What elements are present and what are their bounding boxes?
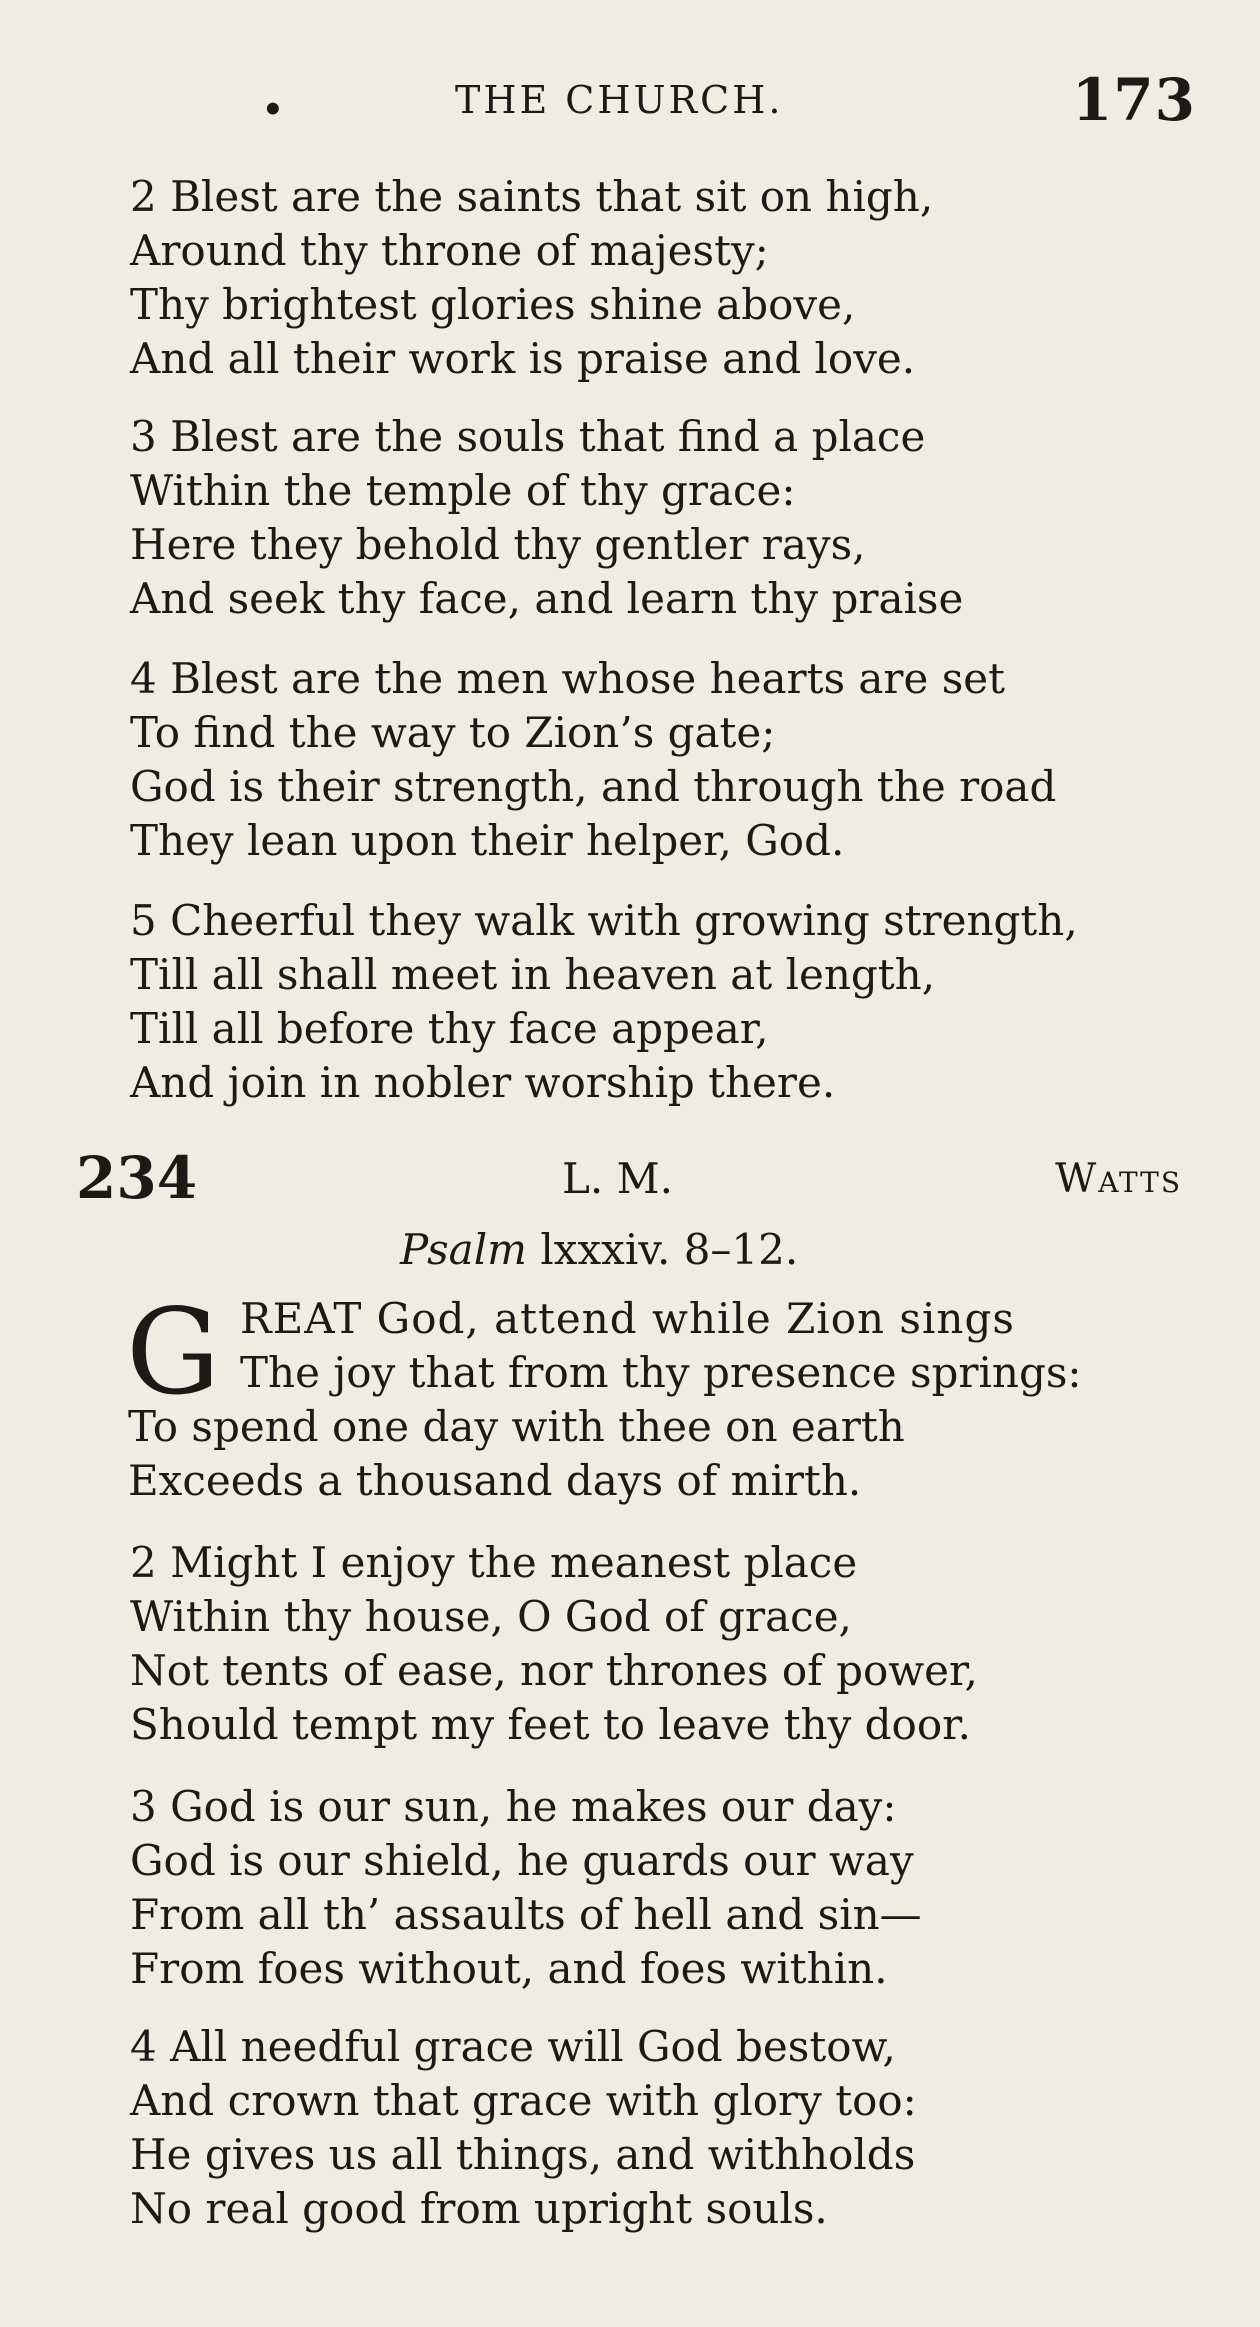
verse-line: And crown that grace with glory too: (130, 2076, 917, 2125)
verse-line: Not tents of ease, nor thrones of power, (130, 1646, 978, 1695)
page-number: 173 (1071, 66, 1196, 134)
stanza-prev-3 (130, 410, 1210, 626)
verse-line: Within the temple of thy grace: (130, 466, 796, 515)
verse-line: Around thy throne of majesty; (130, 226, 769, 275)
hymn-meter: L. M. (562, 1154, 673, 1203)
verse-line: 4 All needful grace will God bestow, (130, 2022, 896, 2071)
verse-line: Exceeds a thousand days of mirth. (128, 1456, 862, 1505)
stanza-prev-4 (130, 652, 1210, 868)
hymn-number: 234 (76, 1144, 198, 1212)
verse-line: 4 Blest are the men whose hearts are set (130, 654, 1006, 703)
stanza-prev-2 (130, 170, 1210, 386)
verse-line: God is their strength, and through the road (130, 762, 1057, 811)
verse-line: Till all before thy face appear, (130, 1004, 769, 1053)
verse-line: 3 God is our sun, he makes our day: (130, 1782, 897, 1831)
verse-line: REAT God, attend while Zion sings (240, 1294, 1015, 1343)
verse-line: From foes without, and foes within. (130, 1944, 888, 1993)
running-head (0, 66, 1260, 134)
verse-line: 5 Cheerful they walk with growing strength, (130, 896, 1078, 945)
verse-line: Here they behold thy gentler rays, (130, 520, 866, 569)
hymn-stanza-2 (130, 1536, 1210, 1752)
hymn-scripture-source (400, 1225, 798, 1274)
hymn-first-stanza (126, 1283, 1228, 1508)
verse-line: And all their work is praise and love. (130, 334, 916, 383)
source-psalm-label: Psalm (400, 1225, 527, 1274)
verse-line: They lean upon their helper, God. (130, 816, 845, 865)
stanza-prev-5 (130, 894, 1210, 1110)
hymn-author: Watts (1055, 1156, 1182, 1202)
verse-line: Within thy house, O God of grace, (130, 1592, 852, 1641)
verse-line: 2 Blest are the saints that sit on high, (130, 172, 934, 221)
drop-cap-letter: G (126, 1283, 221, 1421)
hymn-header (0, 1144, 1260, 1220)
verse-line: And join in nobler worship there. (130, 1058, 836, 1107)
verse-line: 3 Blest are the souls that find a place (130, 412, 926, 461)
verse-line: To find the way to Zion’s gate; (130, 708, 776, 757)
verse-line: Thy brightest glories shine above, (130, 280, 856, 329)
hymn-stanza-4 (130, 2020, 1210, 2236)
head-ornament: • (262, 90, 284, 130)
verse-line: From all th’ assaults of hell and sin— (130, 1890, 922, 1939)
hymn-stanza-3 (130, 1780, 1210, 1996)
verse-line: God is our shield, he guards our way (130, 1836, 914, 1885)
source-reference: lxxxiv. 8–12. (540, 1225, 799, 1274)
verse-line: The joy that from thy presence springs: (240, 1348, 1082, 1397)
verse-line: Till all shall meet in heaven at length, (130, 950, 936, 999)
verse-line: He gives us all things, and withholds (130, 2130, 916, 2179)
verse-line: And seek thy face, and learn thy praise (130, 574, 964, 623)
verse-line: No real good from upright souls. (130, 2184, 828, 2233)
verse-line: Should tempt my feet to leave thy door. (130, 1700, 971, 1749)
verse-line: To spend one day with thee on earth (128, 1402, 905, 1451)
section-title: THE CHURCH. (455, 78, 784, 122)
verse-line: 2 Might I enjoy the meanest place (130, 1538, 858, 1587)
